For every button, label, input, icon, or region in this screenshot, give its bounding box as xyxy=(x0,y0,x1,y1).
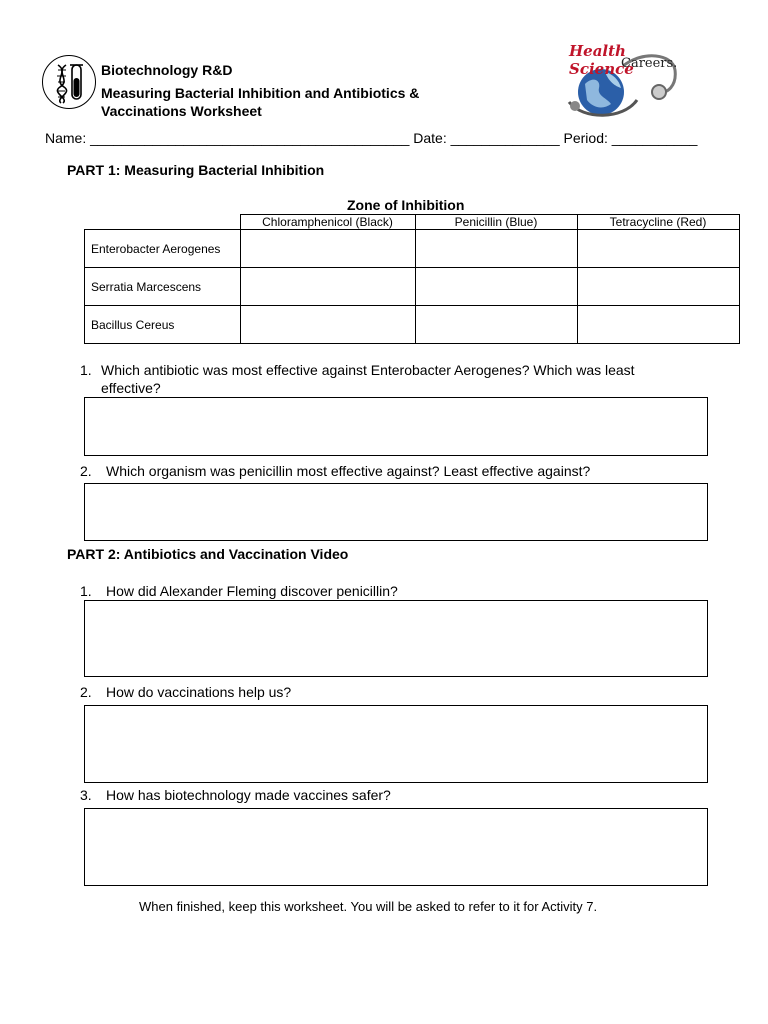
p2-question3-text: How has biotechnology made vaccines safer? xyxy=(106,787,391,803)
period-label: Period: xyxy=(563,130,608,146)
part2-heading: PART 2: Antibiotics and Vaccination Video xyxy=(67,546,349,562)
student-info-line xyxy=(45,130,697,146)
p2-question3-number: 3. xyxy=(80,787,92,803)
date-label: Date: xyxy=(413,130,447,146)
table-row xyxy=(85,306,740,344)
worksheet-title-line1: Measuring Bacterial Inhibition and Antibiotics & xyxy=(101,85,420,101)
table-row xyxy=(85,268,740,306)
dna-testtube-icon xyxy=(43,56,95,108)
table-cell[interactable] xyxy=(577,268,739,306)
p2-question1-text: How did Alexander Fleming discover penicillin? xyxy=(106,583,398,599)
table-cell[interactable] xyxy=(577,306,739,344)
p1-answer1-box[interactable] xyxy=(84,397,708,456)
p2-answer3-box[interactable] xyxy=(84,808,708,886)
worksheet-title-line2: Vaccinations Worksheet xyxy=(101,103,262,119)
table-title: Zone of Inhibition xyxy=(347,197,465,213)
name-field[interactable]: _________________________________________ xyxy=(90,130,410,146)
p1-question2-text: Which organism was penicillin most effective against? Least effective against? xyxy=(106,463,591,479)
date-field[interactable]: ______________ xyxy=(450,130,560,146)
table-cell[interactable] xyxy=(415,230,577,268)
period-field[interactable]: ___________ xyxy=(611,130,698,146)
p2-question2-text: How do vaccinations help us? xyxy=(106,684,292,700)
p1-question1-text xyxy=(101,361,701,397)
biotech-logo xyxy=(42,55,96,109)
name-label: Name: xyxy=(45,130,87,146)
p2-question2-number: 2. xyxy=(80,684,92,700)
table-cell[interactable] xyxy=(415,268,577,306)
p1-question2-number: 2. xyxy=(80,463,92,479)
p2-question1-number: 1. xyxy=(80,583,92,599)
column-header-tetracycline: Tetracycline (Red) xyxy=(577,215,739,230)
p1-question1-line1: Which antibiotic was most effective against Enterobacter Aerogenes? Which was least xyxy=(101,362,635,378)
row-label-bacillus: Bacillus Cereus xyxy=(85,306,241,344)
row-label-serratia: Serratia Marcescens xyxy=(85,268,241,306)
column-header-penicillin: Penicillin (Blue) xyxy=(415,215,577,230)
table-empty-corner xyxy=(85,215,241,230)
p1-question1-number: 1. xyxy=(80,362,92,378)
p2-answer2-box[interactable] xyxy=(84,705,708,783)
p1-question1-line2: effective? xyxy=(101,380,161,396)
zone-of-inhibition-table xyxy=(84,214,740,344)
part1-heading: PART 1: Measuring Bacterial Inhibition xyxy=(67,162,325,178)
table-cell[interactable] xyxy=(240,268,415,306)
table-cell[interactable] xyxy=(240,230,415,268)
table-row xyxy=(85,230,740,268)
p1-answer2-box[interactable] xyxy=(84,483,708,541)
column-header-chloramphenicol: Chloramphenicol (Black) xyxy=(240,215,415,230)
table-cell[interactable] xyxy=(415,306,577,344)
row-label-enterobacter: Enterobacter Aerogenes xyxy=(85,230,241,268)
table-cell[interactable] xyxy=(240,306,415,344)
p2-answer1-box[interactable] xyxy=(84,600,708,677)
brand-logo-line1: Health Science xyxy=(569,42,634,78)
brand-logo-line2: Careers. xyxy=(621,56,678,71)
health-science-careers-logo xyxy=(563,40,691,122)
footer-note: When finished, keep this worksheet. You will be asked to refer to it for Activity 7. xyxy=(139,899,598,914)
course-title: Biotechnology R&D xyxy=(101,62,233,78)
table-cell[interactable] xyxy=(577,230,739,268)
